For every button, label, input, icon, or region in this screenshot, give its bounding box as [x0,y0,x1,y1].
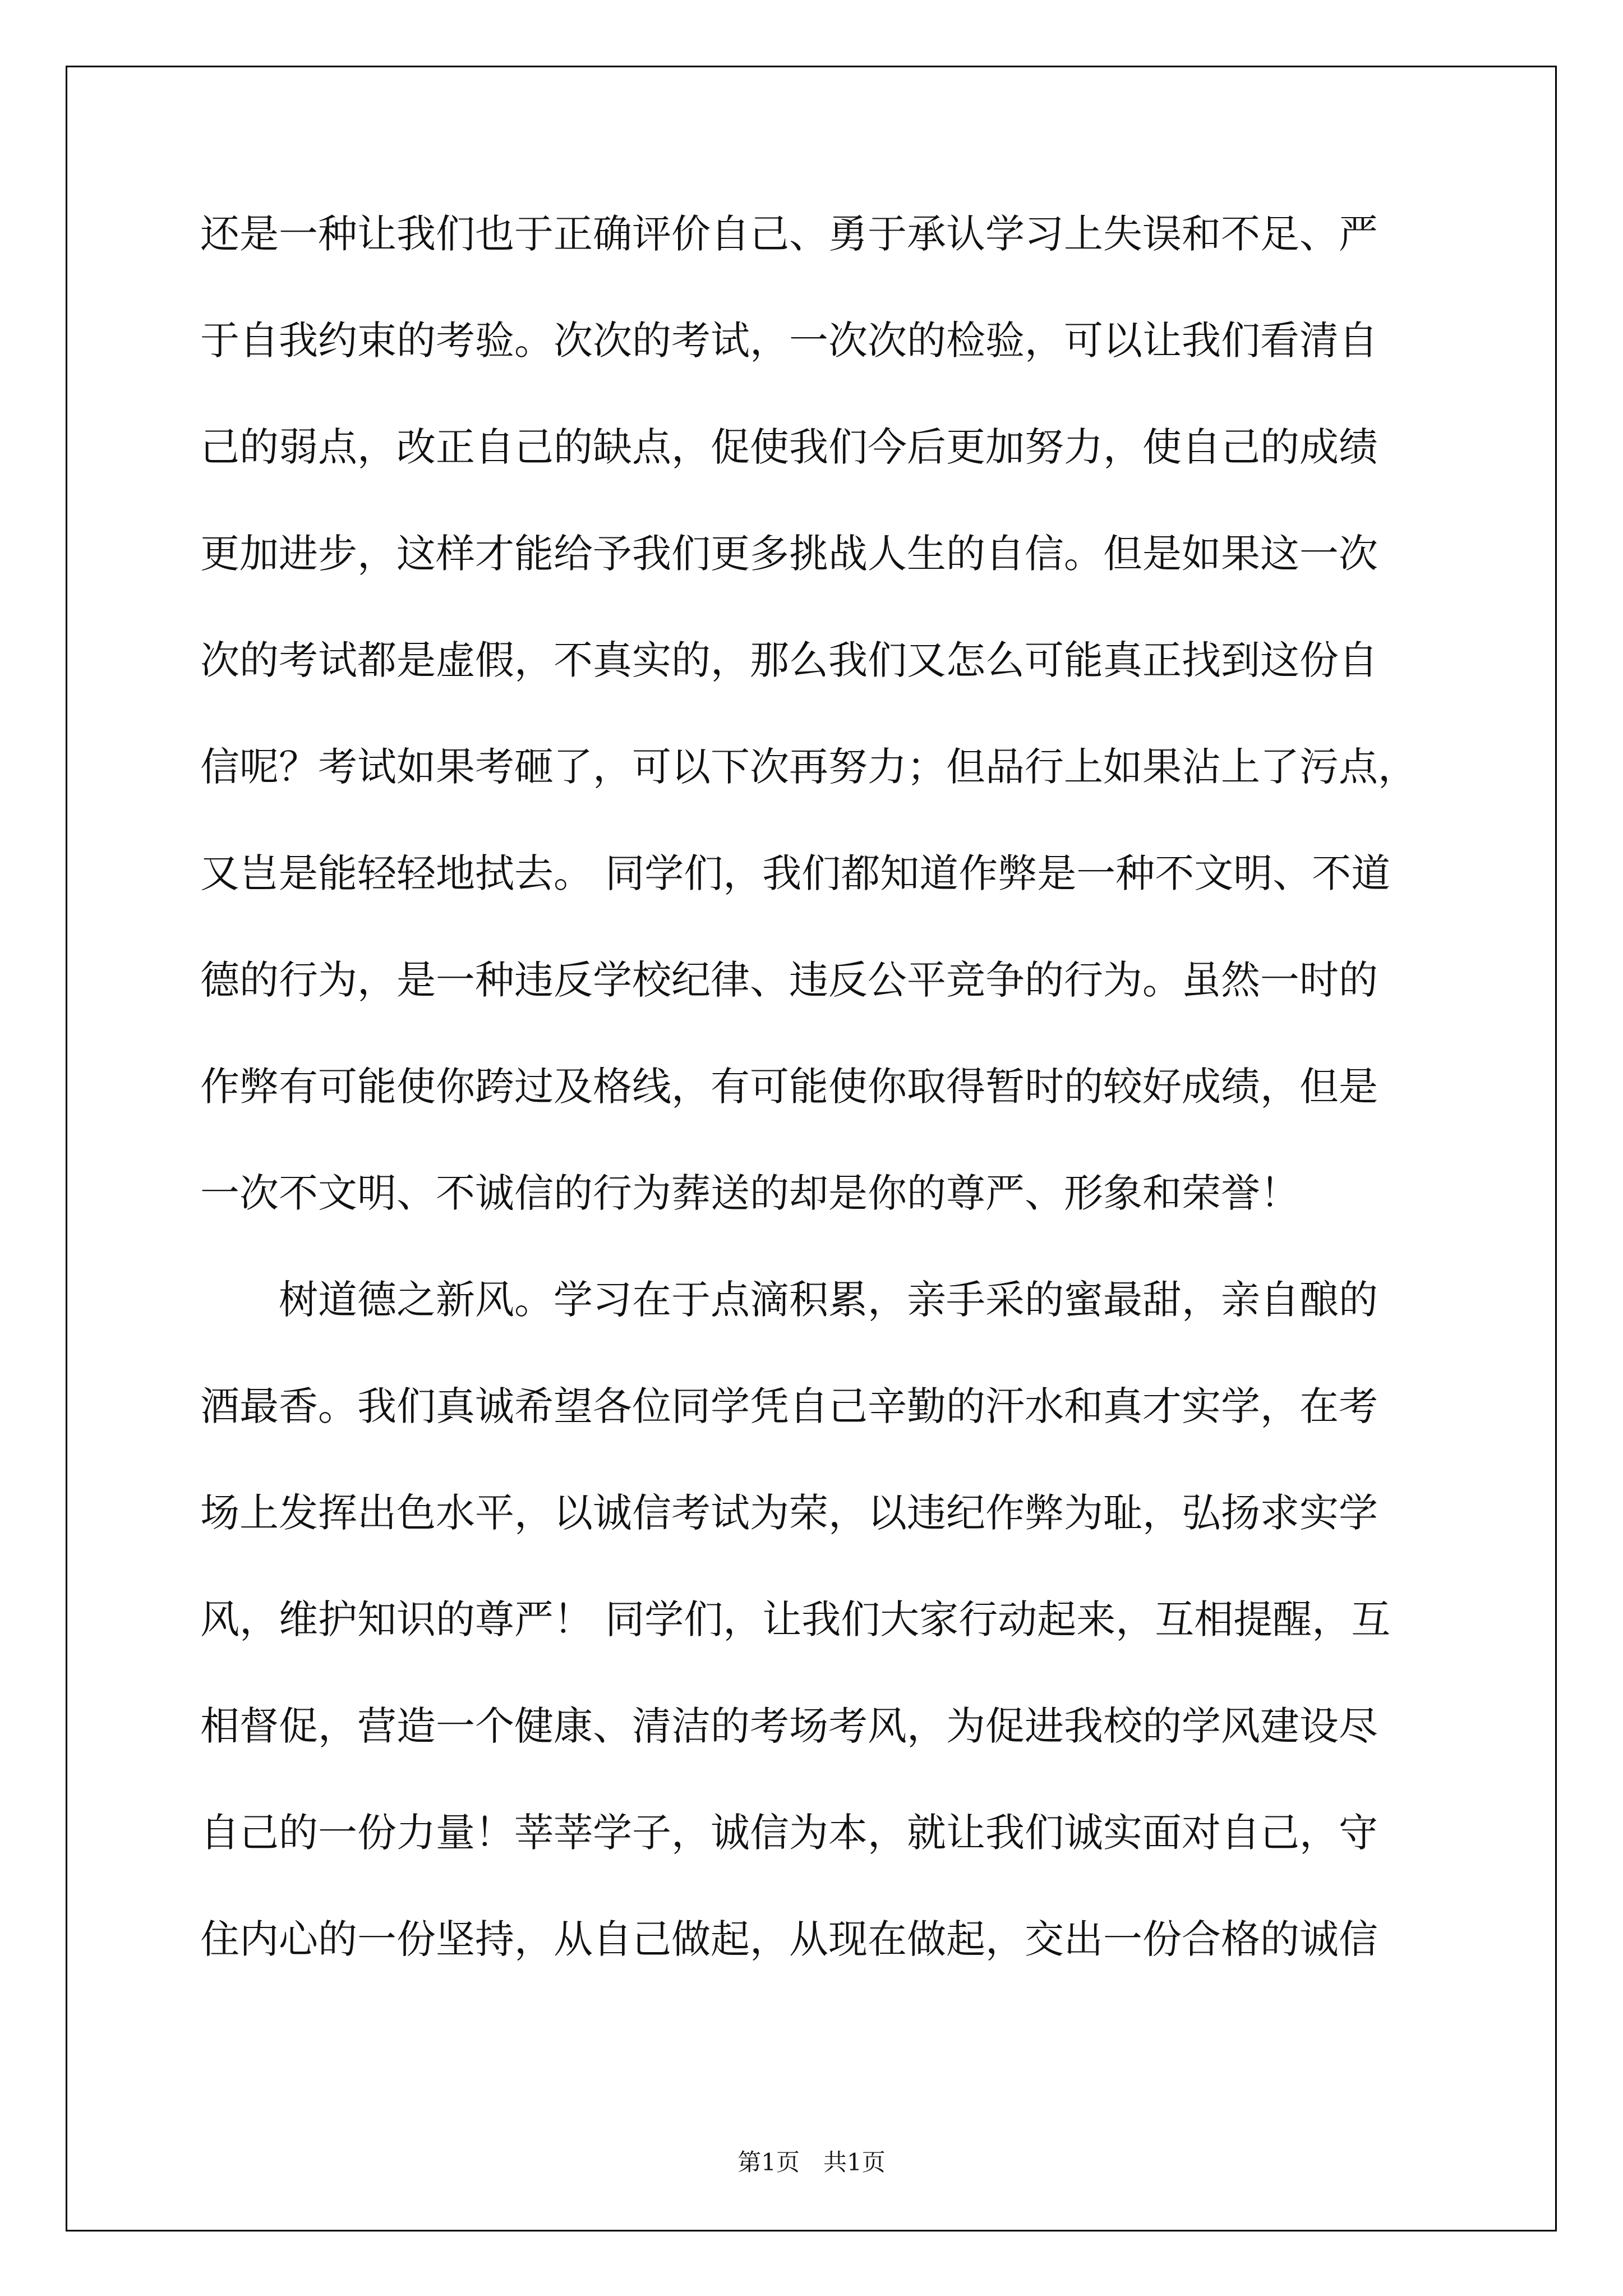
text-line: 信呢？考试如果考砸了，可以下次再努力；但品行上如果沾上了污点， [200,744,1417,790]
text-line: 己的弱点，改正自己的缺点，促使我们今后更加努力，使自己的成绩 [200,424,1378,470]
page-border [66,66,1557,2231]
page-number-footer: 第1页 共1页 [737,2148,886,2176]
text-line: 场上发挥出色水平，以诚信考试为荣，以违纪作弊为耻，弘扬求实学 [200,1490,1378,1536]
text-line: 相督促，营造一个健康、清洁的考场考风，为促进我校的学风建设尽 [200,1703,1378,1749]
text-line: 住内心的一份坚持，从自己做起，从现在做起，交出一份合格的诚信 [200,1916,1378,1962]
text-line: 一次不文明、不诚信的行为葬送的却是你的尊严、形象和荣誉！ [200,1170,1299,1216]
text-line: 作弊有可能使你跨过及格线，有可能使你取得暂时的较好成绩，但是 [200,1064,1378,1110]
text-line: 自己的一份力量！莘莘学子，诚信为本，就让我们诚实面对自己，守 [200,1810,1378,1856]
text-line: 酒最香。我们真诚希望各位同学凭自己辛勤的汗水和真才实学，在考 [200,1383,1378,1429]
text-line: 又岂是能轻轻地拭去。 同学们，我们都知道作弊是一种不文明、不道 [200,850,1391,896]
text-line: 更加进步，这样才能给予我们更多挑战人生的自信。但是如果这一次 [200,531,1378,577]
text-line: 德的行为，是一种违反学校纪律、违反公平竞争的行为。虽然一时的 [200,957,1378,1003]
text-line: 于自我约束的考验。次次的考试，一次次的检验，可以让我们看清自 [200,318,1378,364]
text-line: 次的考试都是虚假，不真实的，那么我们又怎么可能真正找到这份自 [200,637,1378,683]
text-line: 还是一种让我们也于正确评价自己、勇于承认学习上失误和不足、严 [200,211,1378,257]
paragraph-start-line: 树道德之新风。学习在于点滴积累，亲手采的蜜最甜，亲自酿的 [279,1277,1378,1323]
text-line: 风，维护知识的尊严！ 同学们，让我们大家行动起来，互相提醒，互 [200,1596,1391,1642]
